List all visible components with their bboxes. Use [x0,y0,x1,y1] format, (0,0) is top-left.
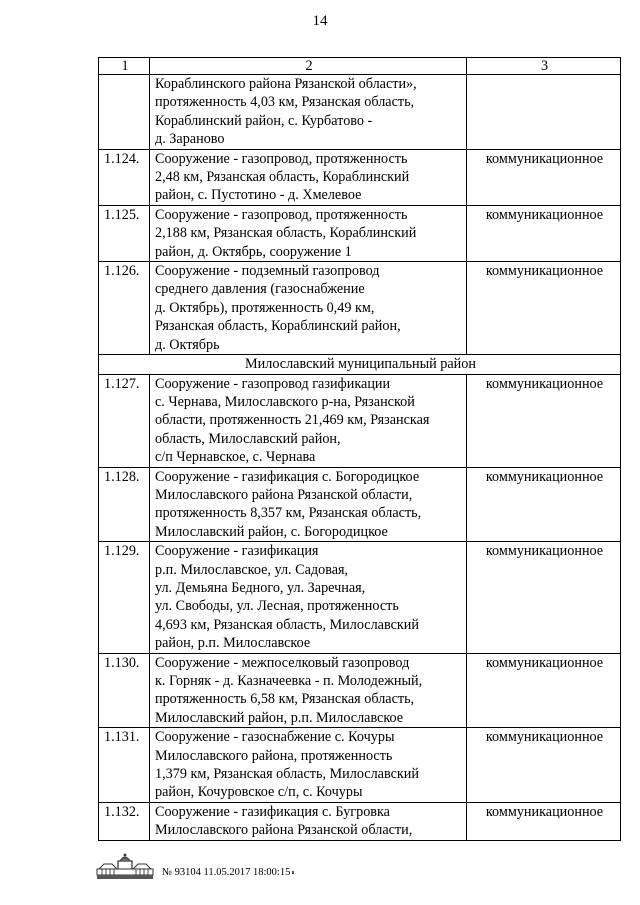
row-number: 1.131. [99,728,150,803]
row-number: 1.127. [99,374,150,467]
description-line: с/п Чернавское, с. Чернава [155,449,316,466]
row-description [150,542,467,653]
row-description [150,653,467,728]
row-description [150,75,467,150]
description-line: Сооружение - газификация с. Бугровка [155,803,390,820]
description-line: Кораблинского района Рязанской области», [155,76,417,92]
row-number: 1.124. [99,149,150,205]
header-col-3: 3 [467,58,621,75]
description-line: Кораблинский район, с. Курбатово - [155,112,373,129]
description-line: Сооружение - газификация с. Богородицкое [155,468,420,485]
description-line: район, с. Пустотино - д. Хмелевое [155,187,362,204]
row-type: коммуникационное [467,374,621,467]
row-description [150,374,467,467]
description-line: Сооружение - подземный газопровод [155,263,380,280]
row-type: коммуникационное [467,728,621,803]
row-description [150,728,467,803]
row-description [150,467,467,542]
description-line: район, д. Октябрь, сооружение 1 [155,243,352,260]
description-line: области, протяженность 21,469 км, Рязанская [155,412,430,429]
header-col-2: 2 [150,58,467,75]
description-line: среднего давления (газоснабжение [155,281,365,298]
row-type: коммуникационное [467,262,621,355]
section-title: Милославский муниципальный район [99,355,621,374]
header-col-1: 1 [99,58,150,75]
table-row [99,728,621,803]
description-line: д. Октябрь), протяженность 0,49 км, [155,299,375,316]
row-description [150,149,467,205]
row-number: 1.129. [99,542,150,653]
description-line: ул. Свободы, ул. Лесная, протяженность [155,598,399,615]
property-table [98,57,621,841]
row-type: коммуникационное [467,149,621,205]
section-row [99,355,621,374]
description-line: район, Кочуровское с/п, с. Кочуры [155,784,363,801]
description-line: протяженность 6,58 км, Рязанская область, [155,691,415,708]
table-header-row [99,58,621,75]
description-line: с. Чернава, Милославского р-на, Рязанской [155,393,415,410]
row-type: коммуникационное [467,542,621,653]
description-line: 1,379 км, Рязанская область, Милославский [155,766,419,783]
table-row [99,467,621,542]
parliament-logo-icon [96,852,154,880]
description-line: Сооружение - газоснабжение с. Кочуры [155,729,395,746]
description-line: Милославского района Рязанской области, [155,486,413,503]
rows-after-section [99,374,621,840]
row-description [150,205,467,261]
table-row [99,374,621,467]
description-line: д. Октябрь [155,336,220,353]
description-line: Сооружение - газификация [155,543,319,560]
row-number: 1.126. [99,262,150,355]
document-stamp: № 93104 11.05.2017 18:00:15 [162,867,291,878]
row-type [467,75,621,150]
table-row [99,205,621,261]
row-type: коммуникационное [467,802,621,840]
description-line: протяженность 8,357 км, Рязанская область, [155,505,422,522]
row-type: коммуникационное [467,653,621,728]
page-number: 14 [312,13,328,29]
description-line: ул. Демьяна Бедного, ул. Заречная, [155,579,366,596]
table-row [99,653,621,728]
row-number: 1.125. [99,205,150,261]
row-type: коммуникационное [467,467,621,542]
table-row [99,542,621,653]
description-line: область, Милославский район, [155,430,341,447]
description-line: Милославского района, протяженность [155,747,393,764]
description-line: 2,188 км, Рязанская область, Кораблинский [155,225,417,242]
description-line: Рязанская область, Кораблинский район, [155,318,401,335]
row-description [150,802,467,840]
description-line: Милославский район, р.п. Милославское [155,709,404,726]
description-line: Милославский район, с. Богородицкое [155,523,388,540]
description-line: 2,48 км, Рязанская область, Кораблинский [155,169,410,186]
row-number: 1.130. [99,653,150,728]
description-line: Милославского района Рязанской области, [155,822,413,839]
description-line: Сооружение - газопровод, протяженность [155,150,408,167]
description-line: Сооружение - газопровод, протяженность [155,206,408,223]
footer [96,852,356,882]
row-number [99,75,150,150]
row-description [150,262,467,355]
description-line: 4,693 км, Рязанская область, Милославский [155,616,419,633]
description-line: Сооружение - межпоселковый газопровод [155,654,410,671]
row-number: 1.128. [99,467,150,542]
table-row [99,802,621,840]
description-line: р.п. Милославское, ул. Садовая, [155,561,349,578]
table-row-continuation [99,75,621,150]
description-line: к. Горняк - д. Казначеевка - п. Молодежный, [155,673,423,689]
row-number: 1.132. [99,802,150,840]
table-row [99,149,621,205]
description-line: район, р.п. Милославское [155,635,311,652]
description-line: Сооружение - газопровод газификации [155,375,391,392]
rows-before-section [99,149,621,354]
scan-mark [292,871,294,874]
description-line: протяженность 4,03 км, Рязанская область, [155,94,415,111]
table-row [99,262,621,355]
row-type: коммуникационное [467,205,621,261]
description-line: д. Зараново [155,131,225,148]
